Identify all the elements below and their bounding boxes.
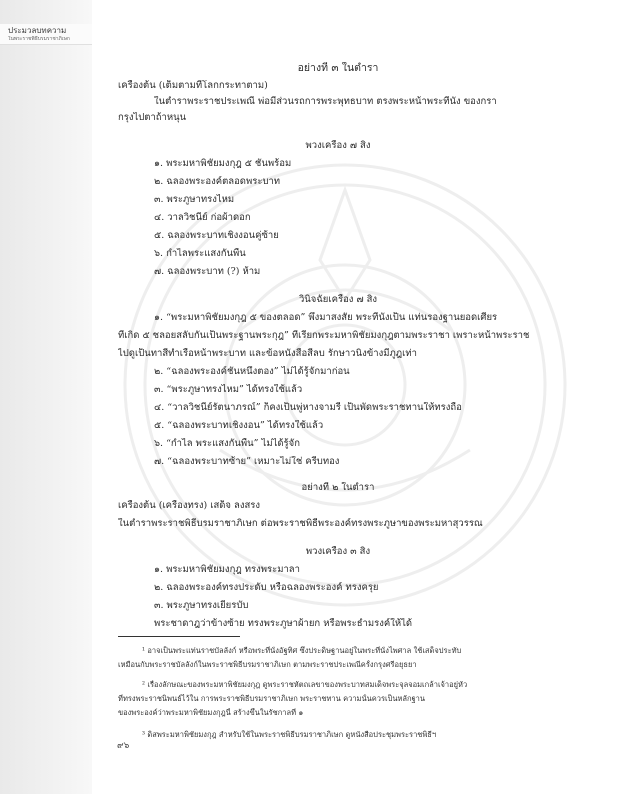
footnote-cont: เหมือนกับพระราชบัลลังก์ในพระราชพิธีบรมราชาภิเษก ตามพระราชประเพณีครั้งกรุงศรีอยุธยา	[118, 660, 417, 669]
interpretation-title: วินิจฉัยเครื่อง ๗ สิ่ง	[298, 294, 378, 305]
list-item: ๑. พระมหาพิชัยมงกุฎ ทรงพระมาลา	[154, 564, 300, 575]
side-band	[0, 0, 92, 794]
footnote: ² เรื่องลักษณะของพระมหาพิชัยมงกุฎ ดูพระราชหัตถเลขาของพระบาทสมเด็จพระจุลจอมเกล้าเจ้าอยู่หัว	[142, 680, 468, 689]
list-item: ๒. ฉลองพระองค์ตลอดพระบาท	[154, 176, 281, 187]
interpretation-item: ๗. “ฉลองพระบาทซ้าย” เหมาะไม่ใช่ ครีบทอง	[154, 456, 340, 467]
regalia-set-label: เครื่องต้น (เต็มตามที่โลกกระทาตาม)	[118, 80, 268, 91]
items-title: พวงเครื่อง ๗ สิ่ง	[305, 140, 371, 151]
list-item: ๒. ฉลองพระองค์ทรงประดับ หรือฉลองพระองค์ ทรงครุย	[154, 582, 379, 593]
interpretation-paragraph: ๑. “พระมหาพิชัยมงกุฎ ๕ ของตลอด” พึงมาสงสัย พระที่นั่งเป็น แท่นรองฐานยอดเศียร	[154, 312, 498, 323]
closing-line: พระชาดาฎว่าข้างซ้าย ทรงพระภูษาผ้ายก หรือพระธำมรงค์ให้ได้	[154, 618, 413, 629]
example-2-heading: อย่างที่ ๒ ในตำรา	[301, 482, 375, 493]
footnote: ¹ อาจเป็นพระแท่นราชบัลลังก์ หรือพระที่นั่งอัฐทิศ ซึ่งประดิษฐานอยู่ในพระที่นั่งไพศาล ใช้เสด็จประทับ	[142, 646, 462, 655]
footnote: ³ ดิสพระมหาพิชัยมงกุฎ สำหรับใช้ในพระราชพิธีบรมราชาภิเษก ดูหนังสือประชุมพระราชพิธีฯ	[142, 730, 437, 739]
interpretation-item: ๕. “ฉลองพระบาทเชิงงอน” ได้ทรงใช้แล้ว	[154, 420, 324, 431]
intro-paragraph: ในตำราพระราชประเพณี่ พ่อมีส่วนรถการพระพุทธบาท ตรงพระหน้าพระที่นั่ง ของกรา	[154, 96, 497, 107]
interpretation-item: ๔. “วาลวิชนีย์รัตนาภรณ์” ก็คงเป็นพู่หางจามรี เป็นพัดพระราชทานให้ทรงถือ	[154, 402, 462, 413]
document-body	[118, 0, 558, 794]
intro-paragraph-cont: กรุงไปตาถ้าหนุน	[118, 112, 187, 123]
footnote-cont: ของพระองค์ว่าพระมหาพิชัยมงกุฎนี้ สร้างขึ้นในรัชกาลที่ ๑	[118, 708, 304, 717]
interpretation-item: ๒. “ฉลองพระองค์ชั้นหนึ่งตอง” ไม่ได้รู้จักมาก่อน	[154, 366, 350, 377]
footnote-cont: ที่ทรงพระราชนิพนธ์ไว้ใน การพระราชพิธีบรมราชาภิเษก พระราชทาน ความนั้นควรเป็นหลักฐาน	[118, 694, 426, 703]
list-item: ๓. พระภูษาทรงเยียรบับ	[154, 600, 249, 611]
header-title: ประมวลบทความ	[8, 26, 67, 35]
list-item: ๕. ฉลองพระบาทเชิงงอนคู่ซ้าย	[154, 230, 279, 241]
example-3-heading: อย่างที่ ๓ ในตำรา	[297, 62, 379, 74]
interpretation-paragraph-cont: ไปดูเป็นทาสีทำเรือหน้าพระบาท และข้อหนังสือสีลบ รักษาวนิ่งข้างมีภูฎเท่า	[118, 348, 417, 359]
list-item: ๑. พระมหาพิชัยมงกุฎ ๕ ชั้นพร้อม	[154, 158, 292, 169]
list-item: ๓. พระภูษาทรงไหม	[154, 194, 235, 205]
intro-paragraph: ในตำราพระราชพิธีบรมราชาภิเษก ต่อพระราชพิธีพระองค์ทรงพระภูษาของพระมหาสุวรรณ	[118, 518, 483, 529]
page-number: ๙๖	[117, 741, 130, 751]
list-item: ๖. กำไลพระแสงกั้นพื้น	[154, 248, 246, 259]
footnote-divider	[118, 636, 240, 637]
list-item: ๗. ฉลองพระบาท (?) ห้าม	[154, 266, 261, 277]
interpretation-paragraph-cont: ที่เกิด ๕ ชลอยสลับกันเป็นพระฐานพระกุฎ” ที่เรียกพระมหาพิชัยมงกุฎตามพระราชา เพราะหน้าพระราช	[118, 330, 530, 341]
list-item: ๔. วาลวิชนีย์ ก่อผ้าดอก	[154, 212, 251, 223]
header-subtitle: ในพระราชพิธีบรมราชาภิเษก	[8, 36, 70, 42]
interpretation-item: ๓. “พระภูษาทรงไหม” ได้ทรงใช้แล้ว	[154, 384, 303, 395]
interpretation-item: ๖. “กำไล พระแสงกั้นพื้น” ไม่ได้รู้จัก	[154, 438, 300, 449]
items-title: พวงเครื่อง ๓ สิ่ง	[305, 546, 371, 557]
regalia-set-label: เครื่องต้น (เครื่องทรง) เสด็จ ลงสรง	[118, 500, 261, 511]
